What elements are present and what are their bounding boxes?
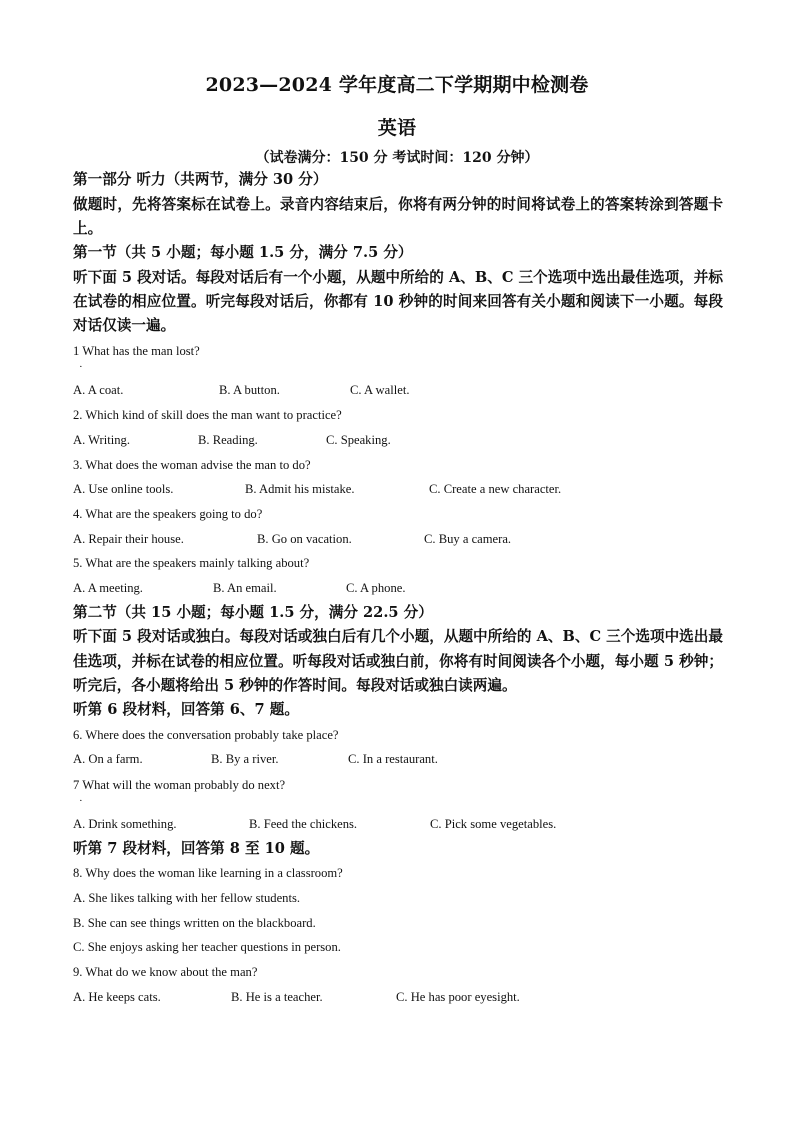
question-3 <box>73 453 723 502</box>
option-a[interactable]: A. She likes talking with her fellow students. <box>73 891 301 906</box>
question-1 <box>73 342 723 403</box>
dot-mark: · <box>79 361 83 374</box>
option-b[interactable]: B. Admit his mistake. <box>245 482 355 497</box>
option-c[interactable]: C. He has poor eyesight. <box>396 989 520 1004</box>
option-b[interactable]: B. By a river. <box>211 752 279 767</box>
option-b[interactable]: B. He is a teacher. <box>231 989 323 1004</box>
section2-heading: 第二节（共 15 小题；每小题 1.5 分，满分 22.5 分） <box>73 603 433 621</box>
option-c[interactable]: C. Create a new character. <box>429 482 562 497</box>
exam-content <box>73 168 723 1010</box>
exam-meta: （试卷满分：150 分 考试时间：120 分钟） <box>255 150 539 166</box>
option-row <box>73 576 723 601</box>
option-c[interactable]: C. Pick some vegetables. <box>430 817 557 832</box>
part1-heading: 第一部分 听力（共两节，满分 30 分） <box>73 171 328 188</box>
question-stem: 9. What do we know about the man? <box>73 965 258 980</box>
question-2 <box>73 403 723 452</box>
question-stem: 2. Which kind of skill does the man want to practice? <box>73 408 342 423</box>
option-a[interactable]: A. Drink something. <box>73 817 177 832</box>
question-8 <box>73 861 723 960</box>
option-c[interactable]: C. In a restaurant. <box>348 752 438 767</box>
material-6-heading: 听第 6 段材料，回答第 6、7 题。 <box>73 701 299 719</box>
question-stem: 5. What are the speakers mainly talking about? <box>73 556 310 571</box>
option-c[interactable]: C. A phone. <box>346 581 406 596</box>
option-row <box>73 985 723 1010</box>
section1-heading: 第一节（共 5 小题；每小题 1.5 分，满分 7.5 分） <box>73 244 413 262</box>
question-stem: 1 What has the man lost? <box>73 344 200 359</box>
question-stem: 3. What does the woman advise the man to do? <box>73 457 311 472</box>
part1-instruction: 做题时，先将答案标在试卷上。录音内容结束后，你将有两分钟的时间将试卷上的答案转涂到答题卡上。 <box>73 195 723 237</box>
option-row <box>73 378 723 403</box>
option-row <box>73 812 723 837</box>
option-a[interactable]: A. On a farm. <box>73 752 143 767</box>
question-9 <box>73 960 723 1009</box>
option-c[interactable]: C. Buy a camera. <box>424 531 512 546</box>
option-a[interactable]: A. Use online tools. <box>73 482 174 497</box>
option-a[interactable]: A. Writing. <box>73 432 130 447</box>
option-c[interactable]: C. She enjoys asking her teacher questions in person. <box>73 940 341 955</box>
option-row <box>73 527 723 552</box>
option-row <box>73 477 723 502</box>
option-c[interactable]: C. Speaking. <box>326 432 391 447</box>
option-c[interactable]: C. A wallet. <box>350 383 410 398</box>
option-b[interactable]: B. A button. <box>219 383 280 398</box>
option-b[interactable]: B. She can see things written on the blackboard. <box>73 915 316 930</box>
page-title: 2023—2024 学年度高二下学期期中检测卷 <box>205 74 589 96</box>
option-b[interactable]: B. Feed the chickens. <box>249 817 358 832</box>
option-a[interactable]: A. A meeting. <box>73 581 143 596</box>
question-stem: 4. What are the speakers going to do? <box>73 507 263 521</box>
section2-instruction: 听下面 5 段对话或独白。每段对话或独白后有几个小题，从题中所给的 A、B、C 三个选项中选出最佳选项，并标在试卷的相应位置。听每段对话或独白前，你将有时间阅读各个小题，每小题 5 秒钟；听完后，各小题将给出 5 秒钟的作答时间。每段对话或独白读两遍。 <box>73 628 723 694</box>
material-7-heading: 听第 7 段材料，回答第 8 至 10 题。 <box>73 839 320 857</box>
option-b[interactable]: B. Go on vacation. <box>257 531 352 546</box>
option-row <box>73 747 723 772</box>
option-b[interactable]: B. An email. <box>213 581 277 596</box>
question-stem: 6. Where does the conversation probably take place? <box>73 727 339 742</box>
option-a[interactable]: A. A coat. <box>73 383 124 398</box>
dot-mark: · <box>79 795 83 808</box>
option-b[interactable]: B. Reading. <box>198 432 258 447</box>
question-stem: 8. Why does the woman like learning in a classroom? <box>73 866 343 881</box>
option-a[interactable]: A. He keeps cats. <box>73 989 161 1004</box>
question-5 <box>73 551 723 600</box>
question-4 <box>73 502 723 551</box>
question-6 <box>73 723 723 772</box>
section1-instruction: 听下面 5 段对话。每段对话后有一个小题，从题中所给的 A、B、C 三个选项中选出最佳选项，并标在试卷的相应位置。听完每段对话后，你都有 10 秒钟的时间来回答有关小题和阅读下一小题。每段对话仅读一遍。 <box>73 268 723 335</box>
subject-title: 英语 <box>377 117 417 139</box>
option-a[interactable]: A. Repair their house. <box>73 531 184 546</box>
option-row <box>73 428 723 453</box>
question-stem: 7 What will the woman probably do next? <box>73 778 286 793</box>
question-7 <box>73 776 723 837</box>
